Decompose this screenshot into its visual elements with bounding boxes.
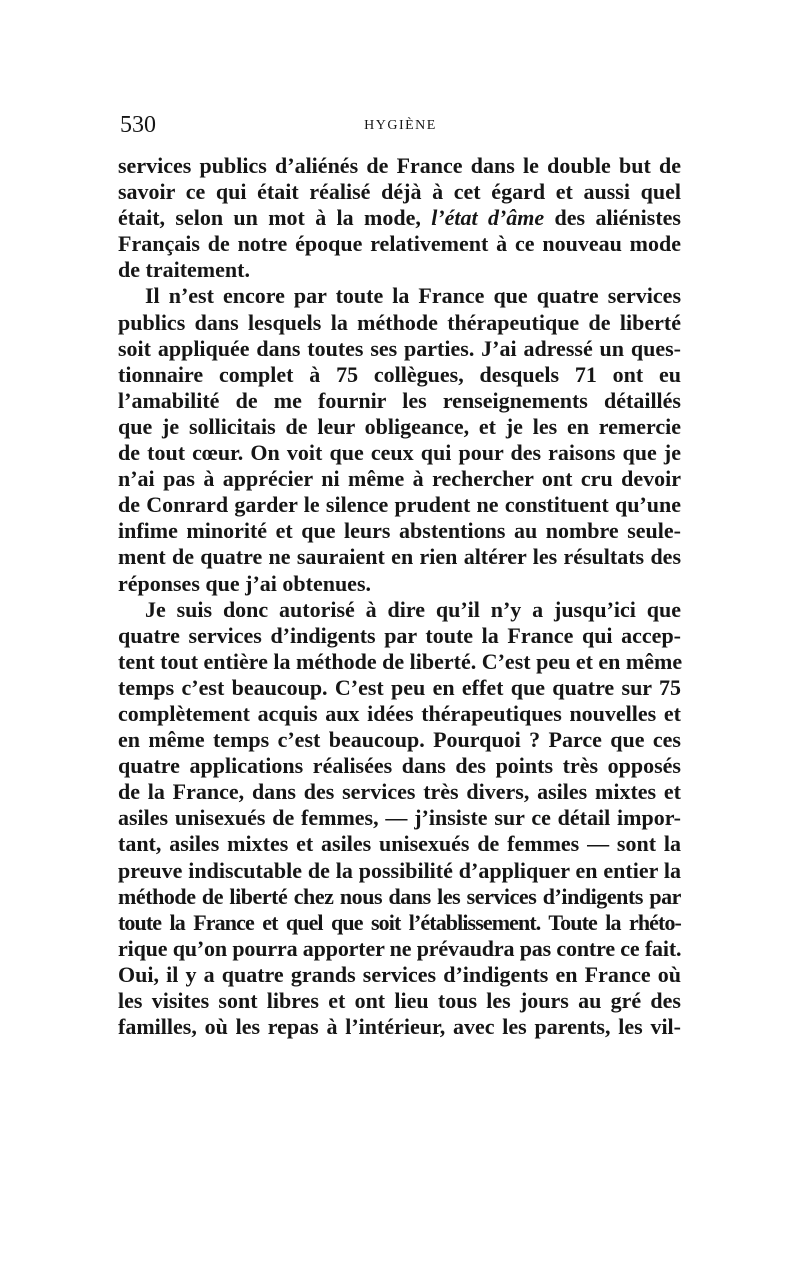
text-line: Français de notre époque relativement à ce nouveau mode: [118, 231, 681, 257]
text-run: des aliénistes: [544, 205, 681, 231]
text-line: services publics d’aliénés de France dans le double but de: [118, 153, 681, 178]
text-line: ment de quatre ne sauraient en rien altérer les résultats des: [118, 544, 681, 570]
text-line: l’amabilité de me fournir les renseignements détaillés: [118, 387, 681, 413]
text-line: méthode de liberté chez nous dans les services d’indigents par: [118, 883, 681, 909]
running-title: HYGIÈNE: [364, 118, 437, 133]
text-line: tionnaire complet à 75 collègues, desquels 71 ont eu: [118, 361, 681, 387]
text-line: de traitement.: [118, 257, 250, 283]
text-line: complètement acquis aux idées thérapeutiques nouvelles et: [118, 700, 681, 726]
italic-phrase: l’état d’âme: [431, 205, 545, 231]
text-line: n’ai pas à apprécier ni même à rechercher ont cru devoir: [118, 466, 681, 492]
text-line: en même temps c’est beaucoup. Pourquoi ? Parce que ces: [118, 727, 681, 753]
text-line: Je suis donc autorisé à dire qu’il n’y a jusqu’ici que: [145, 596, 681, 622]
text-line: soit appliquée dans toutes ses parties. J’ai adressé un ques-: [118, 335, 681, 361]
text-line: que je sollicitais de leur obligeance, et je les en remercie: [118, 413, 681, 439]
paragraph-2: [118, 283, 681, 596]
text-line: savoir ce qui était réalisé déjà à cet égard et aussi quel: [118, 179, 681, 205]
text-line: Oui, il y a quatre grands services d’indigents en France où: [118, 961, 681, 987]
body-text: [118, 153, 681, 1040]
page-header: [120, 111, 681, 143]
text-line: temps c’est beaucoup. C’est peu en effet que quatre sur 75: [118, 674, 681, 700]
text-line: preuve indiscutable de la possibilité d’appliquer en entier la: [118, 857, 681, 883]
text-line: familles, où les repas à l’intérieur, avec les parents, les vil-: [118, 1014, 681, 1040]
text-line: de Conrard garder le silence prudent ne constituent qu’une: [118, 492, 681, 518]
text-line: publics dans lesquels la méthode thérapeutique de liberté: [118, 309, 681, 335]
text-line: quatre services d’indigents par toute la France qui accep-: [118, 622, 681, 648]
text-line: infime minorité et que leurs abstentions au nombre seule-: [118, 518, 681, 544]
text-line: quatre applications réalisées dans des points très opposés: [118, 753, 681, 779]
text-line: tent tout entière la méthode de liberté. C’est peu et en même: [118, 648, 683, 674]
text-line: [118, 205, 681, 231]
paragraph-3: [118, 597, 681, 1041]
text-run: était, selon un mot à la mode,: [118, 205, 432, 231]
text-line: réponses que j’ai obtenues.: [118, 570, 372, 596]
text-line: Il n’est encore par toute la France que quatre services: [145, 283, 681, 309]
text-line: tant, asiles mixtes et asiles unisexués de femmes — sont la: [118, 831, 681, 857]
text-line: asiles unisexués de femmes, — j’insiste sur ce détail impor-: [118, 805, 681, 831]
text-line: toute la France et quel que soit l’établissement. Toute la rhéto-: [118, 909, 681, 935]
text-line: de la France, dans des services très divers, asiles mixtes et: [118, 779, 681, 805]
text-line: rique qu’on pourra apporter ne prévaudra pas contre ce fait.: [118, 935, 682, 961]
text-line: de tout cœur. On voit que ceux qui pour des raisons que je: [118, 440, 681, 466]
paragraph-1: [118, 153, 681, 283]
page-number: 530: [120, 112, 156, 138]
text-line: les visites sont libres et ont lieu tous les jours au gré des: [118, 988, 681, 1013]
